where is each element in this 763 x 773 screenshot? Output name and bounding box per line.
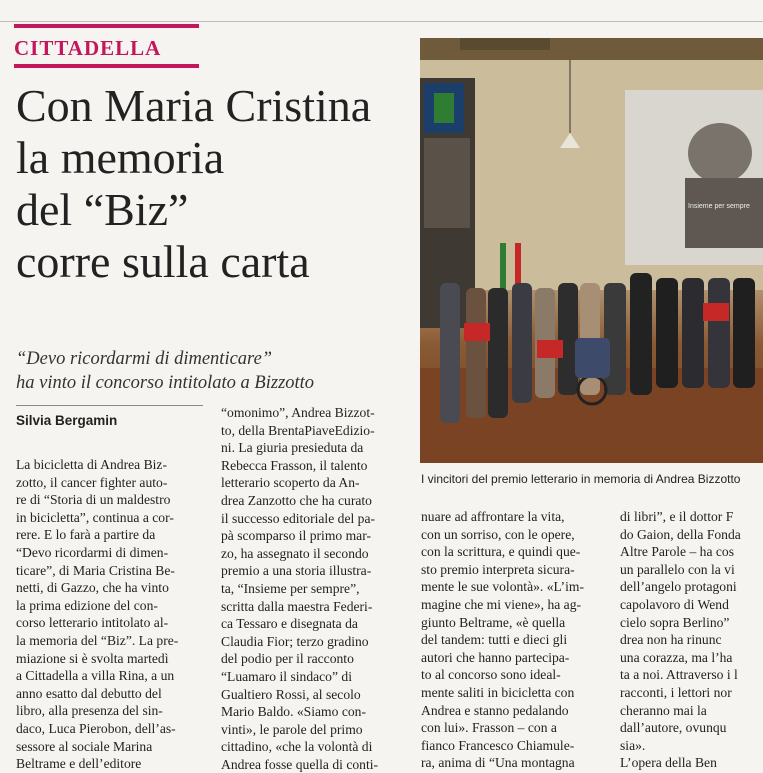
article-line: giunto Beltrame, «è quella xyxy=(421,614,566,630)
prize-certificate xyxy=(703,303,729,321)
article-line: do Gaion, della Fonda xyxy=(620,526,741,542)
screen-portrait-body xyxy=(685,178,763,248)
article-line: “Luamaro il sindaco” di xyxy=(221,668,352,684)
subhead-line-2: ha vinto il concorso intitolato a Bizzotto xyxy=(16,373,315,393)
article-line: autori che hanno partecipa- xyxy=(421,649,570,665)
wall-doorway xyxy=(424,138,470,228)
article-line: mente le sue volontà». «L’im- xyxy=(421,579,584,595)
article-line: vinti», le parole del primo xyxy=(221,721,363,737)
article-line: nuare ad affrontare la vita, xyxy=(421,509,565,524)
article-line: una corazza, ma l’ha xyxy=(620,649,733,665)
article-line: Andrea e stanno pedalando xyxy=(421,702,569,718)
article-line: capolavoro di Wend xyxy=(620,596,729,612)
subhead-line-1: “Devo ricordarmi di dimenticare” xyxy=(16,349,273,369)
section-label: CITTADELLA xyxy=(14,36,162,60)
article-line: netti, di Gazzo, che ha vinto xyxy=(16,580,169,596)
article-line: re di “Storia di un maldestro xyxy=(16,492,171,508)
article-line: ca Tessaro e disegnata da xyxy=(221,616,358,632)
article-line: dall’autore, ovunqu xyxy=(620,720,727,736)
prize-certificate xyxy=(537,340,563,358)
article-line: letterario scoperto da An- xyxy=(221,475,360,491)
article-line: Beltrame e dell’editore xyxy=(16,756,142,772)
article-line: del podio per il racconto xyxy=(221,651,354,667)
article-line: daco, Luca Pierobon, dell’as- xyxy=(16,720,176,736)
article-line: to, della BrentaPiaveEdizio- xyxy=(221,422,375,438)
person xyxy=(488,288,508,418)
article-line: la prima edizione del con- xyxy=(16,597,158,613)
article-line: con la scrittura, e quindi que- xyxy=(421,544,581,560)
person xyxy=(733,278,755,388)
article-line: sia». xyxy=(620,737,646,753)
article-line: zo, ha assegnato il secondo xyxy=(221,545,369,561)
article-line: Claudia Fior; terzo gradino xyxy=(221,633,369,649)
person xyxy=(630,273,652,395)
person xyxy=(512,283,532,403)
person xyxy=(466,288,486,418)
article-line: cittadino, «che la volontà di xyxy=(221,739,373,755)
article-line: cielo sopra Berlino” xyxy=(620,614,730,630)
screen-portrait-head xyxy=(688,123,752,183)
section-rule-top xyxy=(14,24,199,28)
article-line: racconti, i lettori nor xyxy=(620,684,732,700)
section-rule-bottom xyxy=(14,64,199,68)
byline-rule xyxy=(16,405,203,406)
article-line: del tandem: tutti e dieci gli xyxy=(421,632,568,648)
headline xyxy=(16,80,411,288)
article-line: Gualtiero Rossi, al secolo xyxy=(221,686,361,702)
article-line: L’opera della Ben xyxy=(620,755,717,771)
person xyxy=(440,283,460,423)
headline-line-1: Con Maria Cristina xyxy=(16,80,372,131)
article-line: sessore al sociale Marina xyxy=(16,738,153,754)
article-line: drea non ha rinunc xyxy=(620,632,722,648)
article-line: ticare”, di Maria Cristina Be- xyxy=(16,562,175,578)
prize-certificate xyxy=(464,323,490,341)
person-in-wheelchair xyxy=(575,338,610,378)
article-line: libro, alla presenza del sin- xyxy=(16,703,163,719)
article-column-1 xyxy=(16,456,206,773)
article-line: mente saliti in bicicletta con xyxy=(421,684,575,700)
article-line: anno esatto dal debutto del xyxy=(16,685,162,701)
article-line: Altre Parole – ha cos xyxy=(620,544,735,560)
article-column-3 xyxy=(421,508,611,772)
article-line: ni. La giuria presieduta da xyxy=(221,440,364,456)
headline-line-4: corre sulla carta xyxy=(16,236,310,287)
article-line: ta, “Insieme per sempre”, xyxy=(221,580,360,596)
person xyxy=(558,283,578,395)
article-line: Rebecca Frasson, il talento xyxy=(221,457,368,473)
article-line: scritta dalla maestra Federi- xyxy=(221,598,373,614)
person xyxy=(708,278,730,388)
article-line: premio a una storia illustra- xyxy=(221,563,372,579)
article-line: il successo editoriale del pa- xyxy=(221,510,376,526)
article-line: ra, anima di “Una montagna xyxy=(421,755,575,771)
article-line: con lui». Frasson – con a xyxy=(421,720,557,736)
article-line: cheranno mai la xyxy=(620,702,707,718)
article-line: di libri”, e il dottor F xyxy=(620,509,734,524)
article-line: corso letterario intitolato al- xyxy=(16,615,169,631)
ceiling-beam-dark xyxy=(460,38,550,50)
article-line: pà scomparso il primo mar- xyxy=(221,528,371,544)
article-line: drea Zanzotto che ha curato xyxy=(221,492,372,508)
article-line: in bicicletta”, continua a cor- xyxy=(16,509,174,525)
article-line: fianco Francesco Chiamule- xyxy=(421,737,575,753)
article-line: sto premio interpreta sicura- xyxy=(421,561,575,577)
article-line: magine che mi viene», ha ag- xyxy=(421,596,582,612)
screen-text: Insieme per sempre xyxy=(688,203,750,210)
article-line: “omonimo”, Andrea Bizzot- xyxy=(221,405,375,420)
headline-line-2: la memoria xyxy=(16,132,225,183)
subheadline xyxy=(16,347,411,395)
article-column-2 xyxy=(221,404,411,773)
article-line: a Cittadella a villa Rina, a un xyxy=(16,668,175,684)
article-line: zotto, il cancer fighter auto- xyxy=(16,474,168,490)
byline: Silvia Bergamin xyxy=(16,413,118,428)
article-line: Mario Baldo. «Siamo con- xyxy=(221,704,366,720)
article-line: la memoria del “Biz”. La pre- xyxy=(16,632,179,648)
article-line: con un sorriso, con le opere, xyxy=(421,526,575,542)
wall-flag-emblem xyxy=(434,93,454,123)
person xyxy=(656,278,678,388)
article-line: La bicicletta di Andrea Biz- xyxy=(16,457,167,472)
photo-illustration xyxy=(420,38,763,463)
photo-caption: I vincitori del premio letterario in memoria di Andrea Bizzotto xyxy=(421,472,741,486)
headline-line-3: del “Biz” xyxy=(16,184,189,235)
article-photo xyxy=(420,38,763,463)
article-line: miazione si è svolta martedì xyxy=(16,650,169,666)
article-line: Andrea fosse quella di conti- xyxy=(221,756,379,772)
article-column-4 xyxy=(620,508,763,772)
article-line: ta a noi. Attraverso i l xyxy=(620,667,738,683)
person xyxy=(682,278,704,388)
article-line: un parallelo con la vi xyxy=(620,561,735,577)
top-rule xyxy=(0,21,763,22)
article-line: rere. E lo farà a partire da xyxy=(16,527,156,543)
article-line: to al concorso sono ideal- xyxy=(421,667,561,683)
article-line: dell’angelo protagoni xyxy=(620,579,737,595)
article-line: “Devo ricordarmi di dimen- xyxy=(16,544,169,560)
